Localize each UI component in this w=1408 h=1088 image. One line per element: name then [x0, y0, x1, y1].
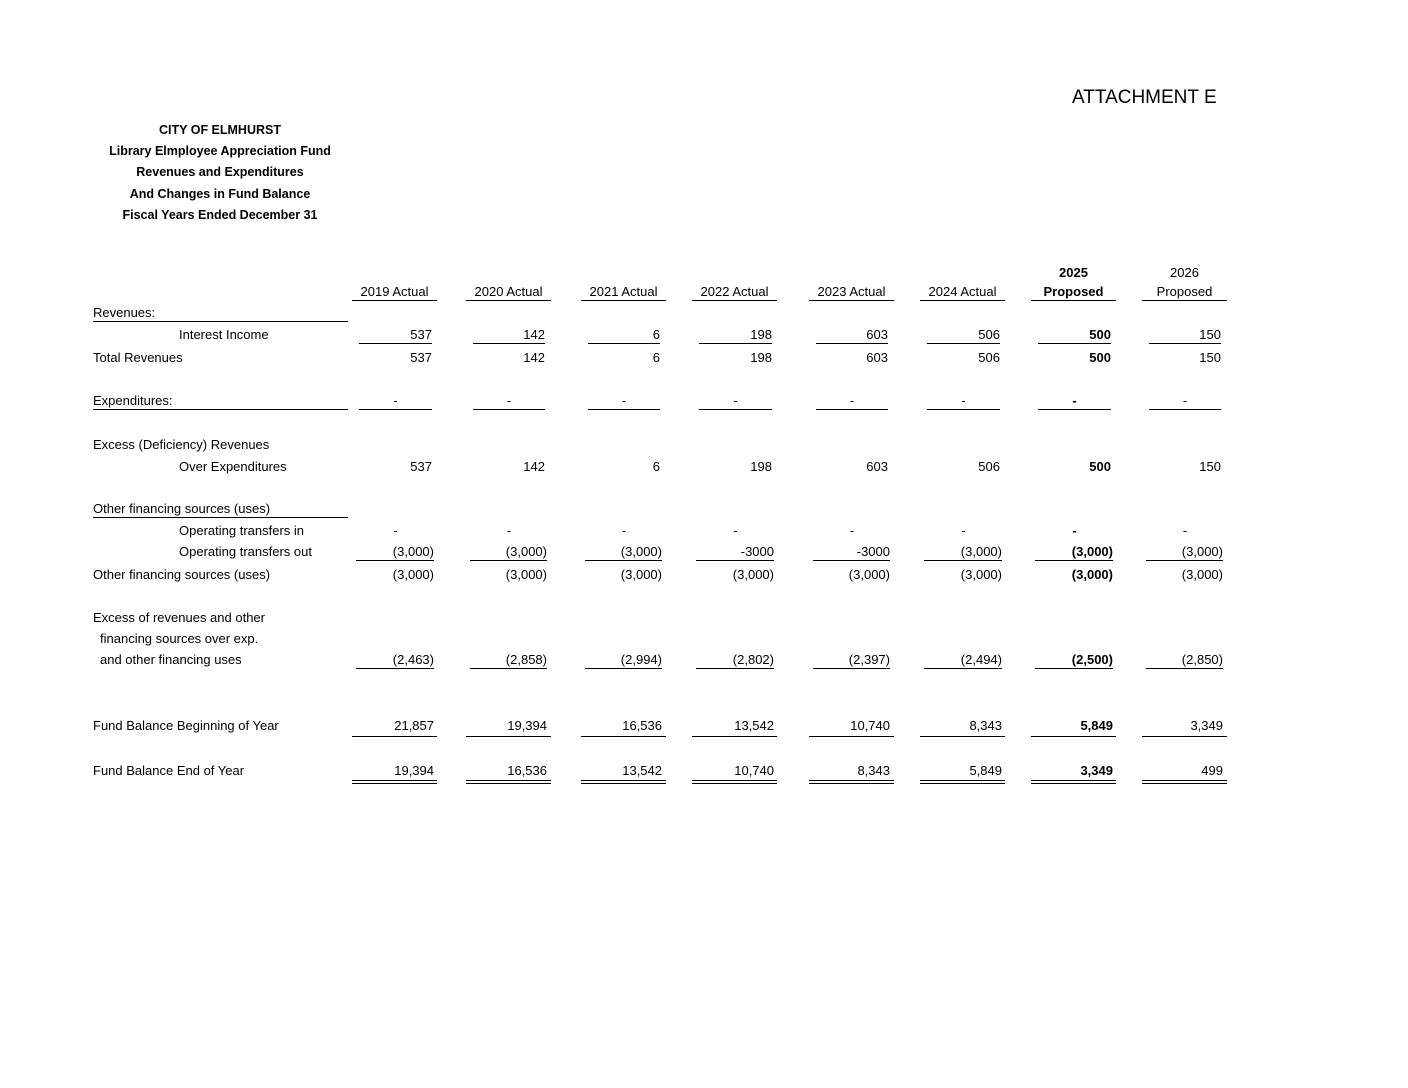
cell-transfers-out: -3000 [696, 544, 774, 561]
single-underline [352, 736, 437, 737]
cell-transfers-in: - [733, 523, 738, 538]
double-underline [1031, 780, 1116, 784]
cell-other-financing-total: (3,000) [1181, 567, 1223, 582]
fund-end-label: Fund Balance End of Year [93, 763, 245, 778]
cell-transfers-out: -3000 [813, 544, 890, 561]
cell-over-expenditures: 537 [410, 459, 432, 474]
cell-interest-income: 603 [816, 327, 888, 344]
single-underline [809, 736, 894, 737]
double-underline [809, 780, 894, 784]
cell-other-financing-total: (3,000) [505, 567, 547, 582]
cell-over-expenditures: 198 [750, 459, 772, 474]
column-header: Proposed [1031, 284, 1116, 301]
column-header: 2022 Actual [692, 284, 777, 301]
cell-transfers-in: - [1182, 523, 1188, 538]
revenues-section-label: Revenues: [93, 305, 348, 322]
cell-fund-end: 3,349 [1080, 763, 1113, 778]
cell-expenditures: - [359, 393, 432, 410]
cell-over-expenditures: 6 [652, 459, 660, 474]
excess-deficiency-label: Excess (Deficiency) Revenues [93, 437, 270, 452]
cell-total-revenues: 500 [1089, 350, 1111, 365]
cell-other-financing-total: (3,000) [848, 567, 890, 582]
cell-transfers-in: - [1072, 523, 1077, 538]
report-title-revexp: Revenues and Expenditures [136, 165, 304, 179]
cell-fund-end: 8,343 [857, 763, 890, 778]
transfers-in-label: Operating transfers in [179, 523, 305, 538]
cell-expenditures: - [1149, 393, 1221, 410]
cell-transfers-in: - [393, 523, 398, 538]
interest-income-label: Interest Income [179, 327, 269, 342]
cell-fund-end: 13,542 [622, 763, 662, 778]
column-header-year: 2025 [1059, 265, 1088, 280]
column-header-year: 2026 [1170, 265, 1199, 280]
report-title-fiscal: Fiscal Years Ended December 31 [122, 208, 318, 222]
excess-other-label-2: financing sources over exp. [100, 631, 259, 646]
cell-transfers-in: - [849, 523, 855, 538]
excess-other-label-3: and other financing uses [100, 652, 242, 667]
fund-begin-label: Fund Balance Beginning of Year [93, 718, 279, 733]
cell-transfers-out: (3,000) [1146, 544, 1223, 561]
single-underline [692, 736, 777, 737]
cell-fund-end: 10,740 [734, 763, 774, 778]
cell-fund-begin: 5,849 [1080, 718, 1113, 733]
cell-transfers-in: - [621, 523, 627, 538]
double-underline [692, 780, 777, 784]
report-title-changes: And Changes in Fund Balance [129, 187, 311, 201]
column-header: 2023 Actual [809, 284, 894, 301]
cell-expenditures: - [588, 393, 660, 410]
column-header: 2024 Actual [920, 284, 1005, 301]
single-underline [1142, 736, 1227, 737]
cell-excess-other: (2,802) [696, 652, 774, 669]
report-title-fund: Library Elmployee Appreciation Fund [109, 144, 331, 158]
cell-other-financing-total: (3,000) [732, 567, 774, 582]
cell-interest-income: 506 [927, 327, 1000, 344]
cell-total-revenues: 6 [652, 350, 660, 365]
cell-interest-income: 537 [359, 327, 432, 344]
cell-transfers-out: (3,000) [924, 544, 1002, 561]
single-underline [466, 736, 551, 737]
cell-fund-begin: 16,536 [622, 718, 662, 733]
cell-fund-end: 499 [1201, 763, 1223, 778]
cell-fund-end: 5,849 [969, 763, 1002, 778]
cell-fund-begin: 8,343 [969, 718, 1002, 733]
column-header: 2020 Actual [466, 284, 551, 301]
cell-interest-income: 142 [473, 327, 545, 344]
double-underline [1142, 780, 1227, 784]
cell-excess-other: (2,397) [813, 652, 890, 669]
cell-over-expenditures: 500 [1089, 459, 1111, 474]
column-header: 2019 Actual [352, 284, 437, 301]
expenditures-section-label: Expenditures: [93, 393, 348, 410]
cell-interest-income: 500 [1038, 327, 1111, 344]
cell-fund-begin: 3,349 [1190, 718, 1223, 733]
cell-transfers-in: - [961, 523, 966, 538]
attachment-label: ATTACHMENT E [1072, 87, 1217, 108]
cell-total-revenues: 142 [523, 350, 545, 365]
cell-interest-income: 150 [1149, 327, 1221, 344]
double-underline [352, 780, 437, 784]
double-underline [920, 780, 1005, 784]
excess-other-label-1: Excess of revenues and other [93, 610, 265, 625]
cell-expenditures: - [816, 393, 888, 410]
single-underline [1031, 736, 1116, 737]
cell-expenditures: - [699, 393, 772, 410]
cell-other-financing-total: (3,000) [960, 567, 1002, 582]
cell-over-expenditures: 506 [978, 459, 1000, 474]
cell-fund-begin: 13,542 [734, 718, 774, 733]
other-financing-section-label: Other financing sources (uses) [93, 501, 348, 518]
cell-other-financing-total: (3,000) [1071, 567, 1113, 582]
cell-interest-income: 198 [699, 327, 772, 344]
over-expenditures-label: Over Expenditures [179, 459, 287, 474]
cell-excess-other: (2,463) [356, 652, 434, 669]
cell-transfers-out: (3,000) [470, 544, 547, 561]
other-financing-total-label: Other financing sources (uses) [93, 567, 271, 582]
column-header: 2021 Actual [581, 284, 666, 301]
cell-excess-other: (2,494) [924, 652, 1002, 669]
cell-total-revenues: 506 [978, 350, 1000, 365]
cell-fund-end: 16,536 [507, 763, 547, 778]
report-title-city: CITY OF ELMHURST [159, 123, 281, 137]
cell-transfers-out: (3,000) [585, 544, 662, 561]
cell-excess-other: (2,994) [585, 652, 662, 669]
cell-transfers-in: - [506, 523, 512, 538]
cell-expenditures: - [473, 393, 545, 410]
single-underline [920, 736, 1005, 737]
cell-excess-other: (2,500) [1035, 652, 1113, 669]
cell-excess-other: (2,850) [1146, 652, 1223, 669]
cell-total-revenues: 198 [750, 350, 772, 365]
column-header: Proposed [1142, 284, 1227, 301]
cell-total-revenues: 150 [1199, 350, 1221, 365]
cell-expenditures: - [927, 393, 1000, 410]
cell-transfers-out: (3,000) [356, 544, 434, 561]
cell-fund-end: 19,394 [394, 763, 434, 778]
cell-fund-begin: 10,740 [850, 718, 890, 733]
cell-expenditures: - [1038, 393, 1111, 410]
cell-over-expenditures: 603 [866, 459, 888, 474]
cell-interest-income: 6 [588, 327, 660, 344]
cell-fund-begin: 19,394 [507, 718, 547, 733]
cell-other-financing-total: (3,000) [392, 567, 434, 582]
double-underline [581, 780, 666, 784]
cell-total-revenues: 603 [866, 350, 888, 365]
cell-total-revenues: 537 [410, 350, 432, 365]
single-underline [581, 736, 666, 737]
cell-over-expenditures: 142 [523, 459, 545, 474]
transfers-out-label: Operating transfers out [179, 544, 312, 559]
cell-excess-other: (2,858) [470, 652, 547, 669]
double-underline [466, 780, 551, 784]
total-revenues-label: Total Revenues [93, 350, 183, 365]
cell-over-expenditures: 150 [1199, 459, 1221, 474]
cell-other-financing-total: (3,000) [620, 567, 662, 582]
cell-fund-begin: 21,857 [394, 718, 434, 733]
cell-transfers-out: (3,000) [1035, 544, 1113, 561]
